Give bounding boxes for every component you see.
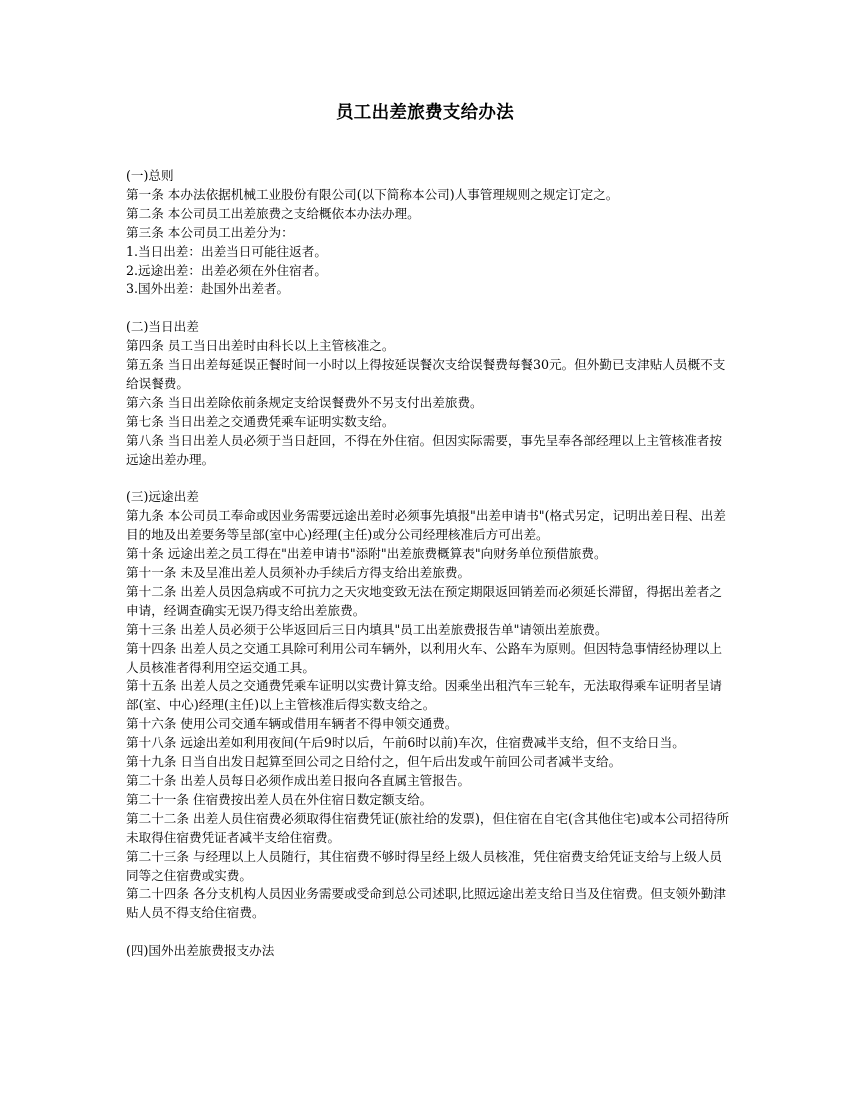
paragraph: 第十一条 未及呈准出差人员须补办手续后方得支给出差旅费。	[126, 565, 471, 580]
paragraph: 第七条 当日出差之交通费凭乘车证明实数支给。	[126, 413, 395, 429]
document-title: 员工出差旅费支给办法	[336, 103, 514, 123]
paragraph: 第十四条 出差人员之交通工具除可利用公司车辆外，以利用火车、公路车为原则。但因特急事情经协理以上人员核准者得利用空运交通工具。	[126, 640, 722, 675]
paragraph: 第八条 当日出差人员必须于当日赶回，不得在外住宿。但因实际需要，事先呈奉各部经理以上主管核准者按远途出差办理。	[126, 432, 722, 467]
section-heading: (二)当日出差	[126, 319, 199, 335]
paragraph: 第二十三条 与经理以上人员随行，其住宿费不够时得呈经上级人员核准，凭住宿费支给凭证支给与上级人员同等之住宿费或实费。	[126, 848, 722, 883]
document-body	[126, 167, 730, 980]
paragraph: 第二十四条 各分支机构人员因业务需要或受命到总公司述职,比照远途出差支给日当及住宿费。但支领外勤津贴人员不得支给住宿费。	[126, 886, 726, 921]
paragraph: 第二十一条 住宿费按出差人员在外住宿日数定额支给。	[126, 791, 433, 807]
section-same-day-trip	[126, 318, 730, 469]
section-heading: (一)总则	[126, 168, 174, 183]
section-long-distance-trip	[126, 488, 730, 923]
list-item: 1.当日出差：出差当日可能往返者。	[126, 243, 327, 259]
paragraph: 第十三条 出差人员必须于公毕返回后三日内填具"员工出差旅费报告单"请领出差旅费。	[126, 621, 608, 637]
paragraph: 第十条 远途出差之员工得在"出差申请书"添附"出差旅费概算表"向财务单位预借旅费。	[126, 546, 607, 562]
paragraph: 第三条 本公司员工出差分为：	[126, 224, 294, 240]
paragraph: 第十八条 远途出差如利用夜间(午后9时以后，午前6时以前)车次，住宿费减半支给，但不支给日当。	[126, 735, 685, 751]
paragraph: 第九条 本公司员工奉命或因业务需要远途出差时必须事先填报"出差申请书"(格式另定，记明出差日程、出差目的地及出差要务等呈部(室中心)经理(主任)或分公司经理核准后方可出差。	[126, 508, 726, 543]
list-item: 2.远途出差：出差必须在外住宿者。	[126, 262, 327, 278]
paragraph: 第二条 本公司员工出差旅费之支给概依本办法办理。	[126, 205, 420, 221]
paragraph: 第五条 当日出差每延误正餐时间一小时以上得按延误餐次支给误餐费每餐30元。但外勤已支津贴人员概不支给误餐费。	[126, 357, 726, 391]
paragraph: 第一条 本办法依据机械工业股份有限公司(以下简称本公司)人事管理规则之规定订定之。	[126, 186, 619, 202]
paragraph: 第十二条 出差人员因急病或不可抗力之天灾地变致无法在预定期限返回销差而必须延长滞留，得据出差者之申请，经调查确实无误乃得支给出差旅费。	[126, 583, 722, 618]
paragraph: 第十九条 日当自出发日起算至回公司之日给付之，但午后出发或午前回公司者减半支给。	[126, 754, 622, 770]
section-overseas-trip	[126, 942, 730, 961]
paragraph: 第二十二条 出差人员住宿费必须取得住宿费凭证(旅社给的发票)，但住宿在自宅(含其他住宅)或本公司招待所未取得住宿费凭证者减半支给住宿费。	[126, 810, 729, 845]
section-general	[126, 167, 730, 299]
paragraph: 第二十条 出差人员每日必须作成出差日报向各直属主管报告。	[126, 772, 471, 788]
paragraph: 第四条 员工当日出差时由科长以上主管核准之。	[126, 338, 395, 354]
paragraph: 第十五条 出差人员之交通费凭乘车证明以实费计算支给。因乘坐出租汽车三轮车，无法取得乘车证明者呈请部(室、中心)经理(主任)以上主管核准后得实数支给之。	[126, 678, 722, 713]
section-heading: (四)国外出差旅费报支办法	[126, 943, 275, 959]
list-item: 3.国外出差：赴国外出差者。	[126, 281, 290, 297]
paragraph: 第十六条 使用公司交通车辆或借用车辆者不得申领交通费。	[126, 716, 458, 732]
section-heading: (三)远途出差	[126, 489, 199, 505]
paragraph: 第六条 当日出差除依前条规定支给误餐费外不另支付出差旅费。	[126, 394, 483, 410]
